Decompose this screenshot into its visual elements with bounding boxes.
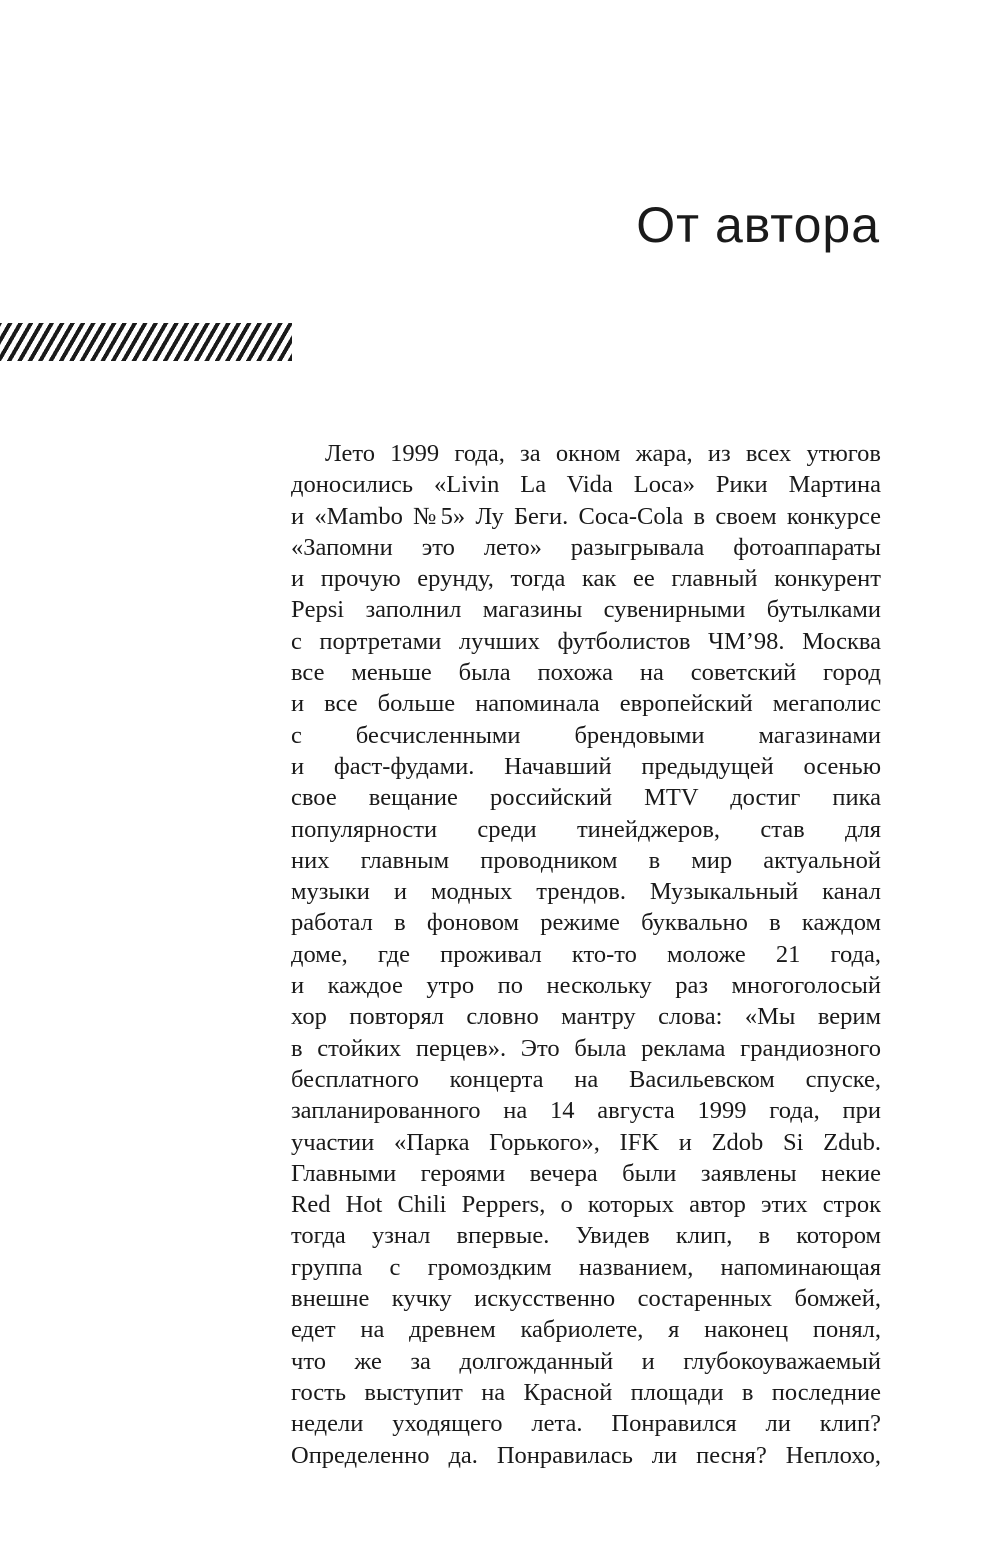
text-line: тогда узнал впервые. Увидев клип, в котором: [291, 1222, 881, 1250]
text-line: и все больше напоминала европейский мегаполис: [291, 690, 881, 718]
text-line: и каждое утро по нескольку раз многоголосый: [291, 972, 881, 1000]
text-line: недели уходящего лета. Понравился ли клип?: [291, 1410, 881, 1438]
text-line: и прочую ерунду, тогда как ее главный конкурент: [291, 565, 881, 593]
text-line: запланированного на 14 августа 1999 года, при: [291, 1097, 881, 1125]
text-line: свое вещание российский MTV достиг пика: [291, 784, 881, 812]
text-line: участии «Парка Горького», IFK и Zdob Si Zdub.: [291, 1128, 881, 1156]
chapter-title: От автора: [636, 197, 880, 253]
text-line: внешне кучку искусственно состаренных бомжей,: [291, 1285, 881, 1313]
text-line: популярности среди тинейджеров, став для: [291, 815, 881, 843]
text-line: с бесчисленными брендовыми магазинами: [291, 721, 881, 749]
text-line: и фаст-фудами. Начавший предыдущей осенью: [291, 752, 881, 780]
text-line: Red Hot Chili Peppers, о которых автор этих строк: [291, 1191, 881, 1219]
decorative-hatch-bar: [0, 323, 292, 361]
text-line: бесплатного концерта на Васильевском спуске,: [291, 1065, 881, 1093]
text-line: Определенно да. Понравилась ли песня? Неплохо,: [291, 1441, 881, 1469]
text-line: и «Mambo №5» Лу Беги. Coca-Cola в своем конкурсе: [291, 502, 881, 530]
text-line: музыки и модных трендов. Музыкальный канал: [291, 878, 881, 906]
text-line: что же за долгожданный и глубокоуважаемый: [291, 1347, 881, 1375]
text-line: Pepsi заполнил магазины сувенирными бутылками: [291, 596, 881, 624]
text-line: доме, где проживал кто-то моложе 21 года,: [291, 940, 881, 968]
text-line: в стойких перцев». Это была реклама грандиозного: [291, 1034, 881, 1062]
text-line: «Запомни это лето» разыгрывала фотоаппараты: [291, 533, 881, 561]
text-line: них главным проводником в мир актуальной: [291, 846, 881, 874]
text-line: доносились «Livin La Vida Loca» Рики Мартина: [291, 471, 881, 499]
text-line: все меньше была похожа на советский город: [291, 659, 881, 687]
text-line: с портретами лучших футболистов ЧМ’98. Москва: [291, 627, 881, 655]
text-line: гость выступит на Красной площади в последние: [291, 1378, 881, 1406]
text-line: работал в фоновом режиме буквально в каждом: [291, 909, 881, 937]
text-line: хор повторял словно мантру слова: «Мы верим: [291, 1003, 881, 1031]
text-line: группа с громоздким названием, напоминающая: [291, 1253, 881, 1281]
text-line: Главными героями вечера были заявлены некие: [291, 1159, 881, 1187]
text-line: едет на древнем кабриолете, я наконец понял,: [291, 1316, 881, 1344]
text-line: Лето 1999 года, за окном жара, из всех утюгов: [325, 440, 881, 467]
body-text: [291, 438, 881, 1471]
